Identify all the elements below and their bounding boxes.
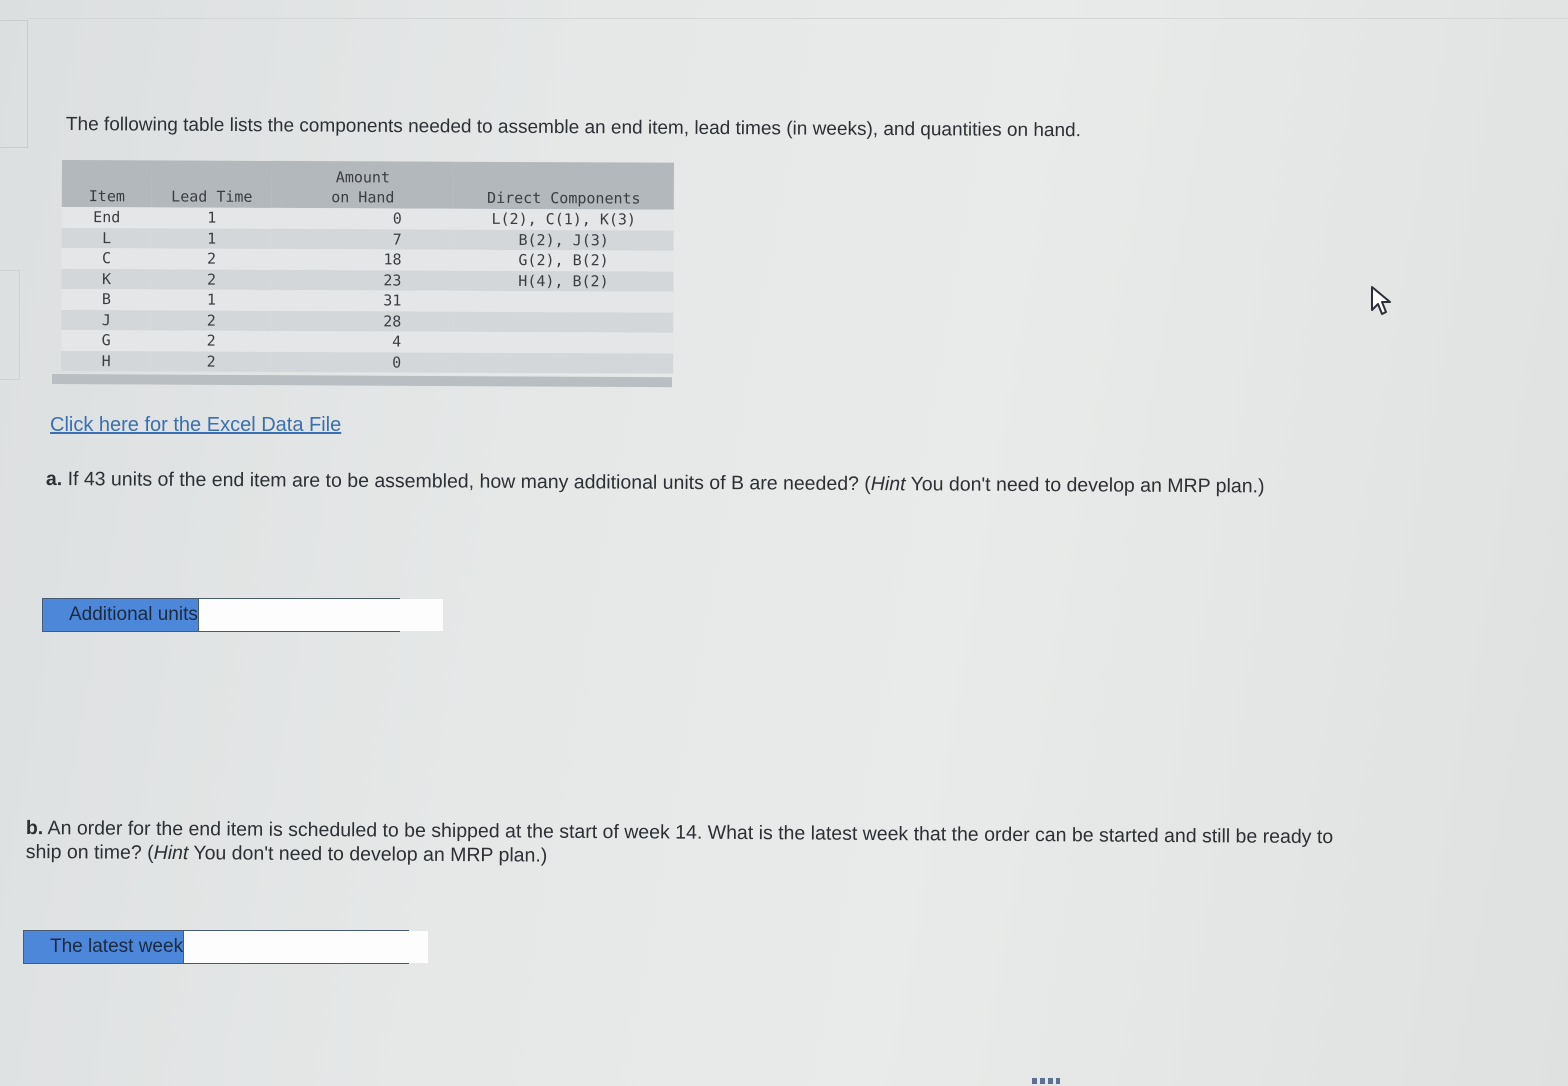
cell-item: End bbox=[62, 207, 152, 228]
table-row bbox=[61, 309, 673, 332]
answer-b-label: The latest week bbox=[24, 931, 183, 963]
cell-item: H bbox=[61, 350, 151, 371]
question-a-hint-word: Hint bbox=[870, 473, 906, 496]
cell-item: G bbox=[61, 330, 151, 351]
cell-lead-time: 2 bbox=[152, 248, 272, 269]
cell-item: C bbox=[62, 248, 152, 269]
cell-direct-components: H(4), B(2) bbox=[453, 270, 673, 291]
question-b bbox=[26, 816, 1366, 873]
header-amount-line1: Amount bbox=[335, 168, 391, 187]
question-b-hint-text: You don't need to develop an MRP plan.) bbox=[188, 842, 548, 867]
cell-direct-components: L(2), C(1), K(3) bbox=[454, 209, 674, 230]
answer-a-label: Additional units bbox=[43, 599, 198, 631]
cell-item: J bbox=[61, 309, 151, 330]
cell-item: K bbox=[61, 268, 151, 289]
cell-direct-components: B(2), J(3) bbox=[454, 229, 674, 250]
table-header-row bbox=[62, 160, 674, 210]
header-amount-line2: on Hand bbox=[331, 188, 395, 207]
cell-item: B bbox=[61, 289, 151, 310]
cell-lead-time: 1 bbox=[151, 289, 271, 310]
cell-lead-time: 2 bbox=[151, 351, 271, 372]
cell-lead-time: 1 bbox=[152, 228, 272, 249]
excel-data-file-link[interactable]: Click here for the Excel Data File bbox=[50, 414, 342, 436]
header-direct-components: Direct Components bbox=[454, 162, 674, 210]
cell-direct-components bbox=[453, 291, 673, 312]
cell-lead-time: 2 bbox=[151, 310, 271, 331]
cell-direct-components bbox=[453, 332, 673, 353]
question-b-text: An order for the end item is scheduled to be shipped at the start of week 14. What is the latest week that the order can be started and still be ready to ship on time? ( bbox=[25, 817, 1334, 864]
header-amount-on-hand bbox=[272, 161, 454, 209]
cell-lead-time: 2 bbox=[151, 269, 271, 290]
cell-amount: 7 bbox=[272, 228, 454, 249]
cell-direct-components bbox=[453, 311, 673, 332]
answer-b-row bbox=[23, 930, 409, 964]
answer-a-row bbox=[42, 598, 400, 632]
table-row bbox=[62, 227, 674, 250]
additional-units-input[interactable] bbox=[198, 599, 443, 631]
cell-amount: 4 bbox=[271, 331, 453, 352]
table-row bbox=[61, 330, 673, 353]
intro-text: The following table lists the components needed to assemble an end item, lead times (in weeks), and quantities on hand. bbox=[65, 114, 1081, 142]
components-table bbox=[61, 160, 674, 374]
taskbar-indicator bbox=[1032, 1078, 1060, 1084]
table-row bbox=[62, 207, 674, 230]
hand-pointer-icon bbox=[1368, 284, 1396, 320]
cell-direct-components: G(2), B(2) bbox=[454, 250, 674, 271]
header-item: Item bbox=[62, 160, 152, 207]
cell-amount: 18 bbox=[272, 249, 454, 270]
frame-edge-lower bbox=[0, 270, 20, 380]
cell-direct-components bbox=[453, 352, 673, 373]
table-row bbox=[61, 350, 673, 373]
table-row bbox=[62, 248, 674, 271]
frame-top-line bbox=[28, 18, 1568, 19]
header-lead-time: Lead Time bbox=[152, 160, 272, 208]
cell-item: L bbox=[62, 227, 152, 248]
table-row bbox=[61, 289, 673, 312]
question-a-label: a. bbox=[45, 467, 63, 491]
cell-amount: 23 bbox=[271, 269, 453, 290]
cell-lead-time: 2 bbox=[151, 330, 271, 351]
question-b-label: b. bbox=[25, 817, 44, 840]
question-a-hint-text: You don't need to develop an MRP plan.) bbox=[905, 473, 1265, 498]
cell-amount: 28 bbox=[271, 310, 453, 331]
question-a bbox=[46, 467, 1346, 499]
cell-amount: 0 bbox=[272, 208, 454, 229]
cell-amount: 0 bbox=[271, 351, 453, 372]
table-bottom-border bbox=[52, 374, 672, 387]
cell-amount: 31 bbox=[271, 290, 453, 311]
question-b-hint-word: Hint bbox=[153, 841, 189, 865]
table-row bbox=[61, 268, 673, 291]
cell-lead-time: 1 bbox=[152, 207, 272, 228]
frame-edge bbox=[0, 20, 28, 148]
question-a-text: If 43 units of the end item are to be assembled, how many additional units of B are needed? ( bbox=[62, 468, 871, 496]
latest-week-input[interactable] bbox=[183, 931, 428, 963]
